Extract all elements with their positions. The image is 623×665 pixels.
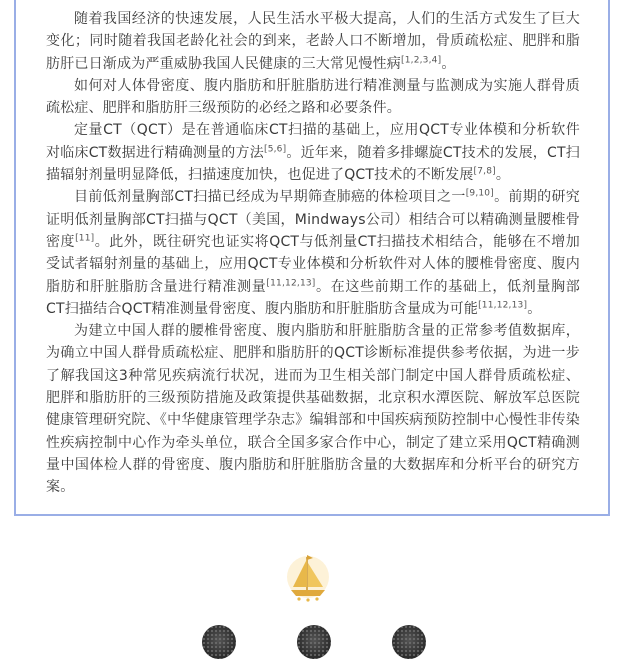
paragraph-2: 如何对人体骨密度、腹内脂肪和肝脏脂肪进行精准测量与监测成为实施人群骨质疏松症、肥胖和脂肪肝三级预防的必经之路和必要条件。	[46, 77, 580, 117]
citation: [11,12,13]	[266, 277, 316, 288]
citation: [9,10]	[465, 188, 494, 199]
article-box	[14, 0, 610, 516]
decorative-dots	[0, 625, 623, 665]
paragraph-1: 随着我国经济的快速发展，人民生活水平极大提高，人们的生活方式发生了巨大变化；同时随着我国老龄化社会的到来，老龄人口不断增加，骨质疏松症、肥胖和脂肪肝已日渐成为严重威胁我国人民健康的三大常见慢性病[1,2,3,4]。	[46, 11, 580, 72]
citation: [11,12,13]	[478, 300, 528, 311]
paragraph-5: 为建立中国人群的腰椎骨密度、腹内脂肪和肝脏脂肪含量的正常参考值数据库，为确立中国人群骨质疏松症、肥胖和脂肪肝的QCT诊断标准提供参考依据，为进一步了解我国这3种常见疾病流行状况，进而为卫生相关部门制定中国人群骨质疏松症、肥胖和脂肪肝的三级预防措施及政策提供基础数据，北京积水潭医院、解放军总医院健康管理研究院、《中华健康管理学杂志》编辑部和中国疾病预防控制中心慢性非传染性疾病控制中心作为牵头单位，联合全国多家合作中心，制定了建立采用QCT精确测量中国体检人群的骨密度、腹内脂肪和肝脏脂肪含量的大数据库和分析平台的研究方案。	[46, 323, 580, 496]
citation: [1,2,3,4]	[401, 54, 442, 65]
paragraph-4: 目前低剂量胸部CT扫描已经成为早期筛查肺癌的体检项目之一[9,10]。前期的研究证明低剂量胸部CT扫描与QCT（美国，Mindways公司）相结合可以精确测量腰椎骨密度[11]。此外，既往研究也证实将QCT与低剂量CT扫描技术相结合，能够在不增加受试者辐射剂量的基础上，应用QCT专业体模和分析软件对人体的腰椎骨密度、腹内脂肪和肝脏脂肪含量进行精准测量[11,12,13]。在这些前期工作的基础上，低剂量胸部CT扫描结合QCT精准测量骨密度、腹内脂肪和肝脏脂肪含量成为可能[11,12,13]。	[46, 188, 581, 317]
citation: [7,8]	[473, 166, 496, 177]
dot-pattern-icon	[297, 625, 331, 659]
sailboat-logo-icon	[285, 553, 331, 605]
citation: [11]	[75, 233, 95, 244]
citation: [5,6]	[263, 144, 287, 155]
dot-pattern-icon	[202, 625, 236, 659]
paragraph-3: 定量CT（QCT）是在普通临床CT扫描的基础上，应用QCT专业体模和分析软件对临床CT数据进行精确测量的方法[5,6]。近年来，随着多排螺旋CT技术的发展，CT扫描辐射剂量明显降低，扫描速度加快，也促进了QCT技术的不断发展[7,8]。	[46, 122, 580, 184]
dot-pattern-icon	[392, 625, 426, 659]
